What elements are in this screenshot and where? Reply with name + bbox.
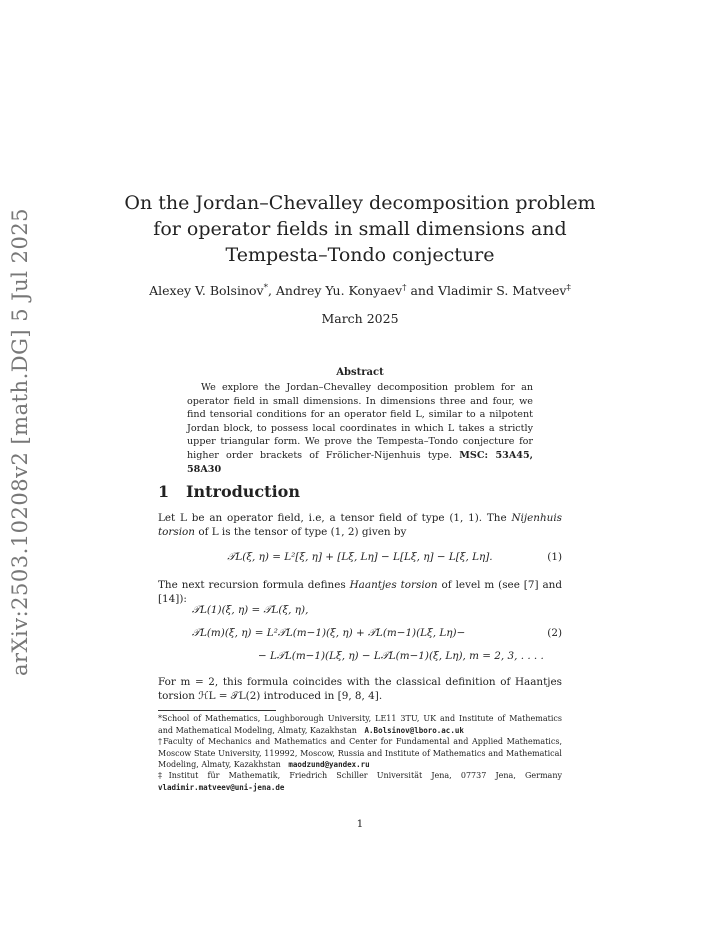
equation-2-line: 𝒯L(1)(ξ, η) = 𝒯L(ξ, η), (192, 604, 309, 616)
section-title: Introduction (186, 482, 300, 501)
paragraph (158, 511, 562, 539)
defined-term: Haantjes torsion (349, 579, 438, 591)
footnote (158, 770, 562, 793)
arxiv-identifier: arXiv:2503.10208v2 [math.DG] 5 Jul 2025 (8, 207, 32, 676)
paper-date: March 2025 (321, 311, 399, 326)
email-link[interactable]: maodzund@yandex.ru (288, 760, 370, 769)
equation-2-line: 𝒯L(m)(ξ, η) = L²𝒯L(m−1)(ξ, η) + 𝒯L(m−1)(Lξ, Lη)− (192, 627, 466, 639)
author-list (100, 283, 620, 298)
paragraph-text: Let L be an operator field, i.e, a tensor field of type (1, 1). The (158, 512, 512, 524)
abstract-heading: Abstract (336, 367, 384, 378)
footnote-text: ‡Institut für Mathematik, Friedrich Schiller Universität Jena, 07737 Jena, Germany (158, 771, 562, 780)
author-separator: and (406, 283, 438, 298)
footnote-rule (158, 710, 276, 711)
paragraph-text: of level m (see [7] and [14]): (158, 579, 563, 605)
equation-1: 𝒯L(ξ, η) = L²[ξ, η] + [Lξ, Lη] − L[Lξ, η] − L[ξ, Lη]. (227, 551, 493, 563)
footnote-mark: * (263, 282, 268, 293)
footnote-mark: † (402, 282, 407, 293)
equation-number: (1) (547, 551, 562, 563)
paragraph-text: of L is the tensor of type (1, 2) given by (195, 526, 407, 538)
email-link[interactable]: vladimir.matveev@uni-jena.de (158, 782, 285, 792)
paragraph-text: The next recursion formula defines (158, 579, 350, 591)
paper-title (120, 190, 600, 268)
author-separator: , (267, 283, 276, 298)
footnote-mark: ‡ (566, 282, 571, 293)
title-line: Tempesta–Tondo conjecture (225, 244, 495, 266)
section-number: 1 (158, 482, 170, 501)
paragraph: For m = 2, this formula coincides with the classical definition of Haantjes torsion ℋL = 𝒯L(2) introduced in [9, 8, 4]. (158, 676, 562, 702)
msc-codes: MSC: 53A45, 58A30 (187, 449, 533, 475)
footnote-text: †Faculty of Mechanics and Mathematics and Center for Fundamental and Applied Mathematics, Moscow State University, 119992, Moscow, Russia and Institute of Mathematics and Mathematical Modeling, Almaty, Kazakhstan (158, 737, 562, 769)
email-link[interactable]: A.Bolsinov@lboro.ac.uk (364, 725, 464, 735)
author-name: Alexey V. Bolsinov (149, 283, 264, 298)
footnote-text: *School of Mathematics, Loughborough University, LE11 3TU, UK and Institute of Mathematics and Mathematical Modeling, Almaty, Kazakhstan (158, 714, 562, 735)
equation-2-line: − L𝒯L(m−1)(Lξ, η) − L𝒯L(m−1)(ξ, Lη), m = 2, 3, . . . . (258, 650, 544, 662)
title-line: for operator fields in small dimensions and (153, 218, 567, 240)
paragraph (158, 578, 562, 606)
title-line: On the Jordan–Chevalley decomposition problem (124, 192, 596, 214)
abstract-text: We explore the Jordan–Chevalley decomposition problem for an operator field in small dimensions. In dimensions three and four, we find tensorial conditions for an operator field L, similar to a nilpotent Jordan block, to possess local coordinates in which L takes a strictly upper triangular form. We prove the Tempesta–Tondo conjecture for higher order brackets of Frölicher-Nijenhuis type. (187, 382, 533, 461)
footnote (158, 713, 562, 736)
author-name: Vladimir S. Matveev (437, 283, 567, 298)
author-name: Andrey Yu. Konyaev (275, 283, 403, 298)
section-heading (158, 482, 300, 501)
page-number: 1 (356, 818, 364, 830)
footnote (158, 736, 562, 771)
abstract-body (187, 381, 533, 476)
equation-number: (2) (547, 627, 562, 639)
defined-term: Nijenhuis torsion (158, 512, 562, 538)
